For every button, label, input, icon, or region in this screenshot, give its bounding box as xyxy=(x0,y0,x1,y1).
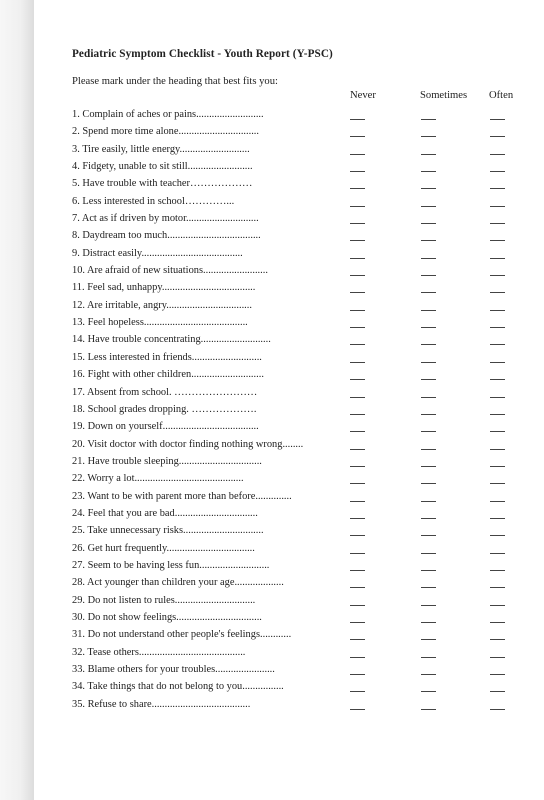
answer-blank-never[interactable] xyxy=(350,397,365,398)
answer-blank-often[interactable] xyxy=(490,397,505,398)
answer-blank-sometimes[interactable] xyxy=(421,518,436,519)
item-label: 5. Have trouble with teacher……………… xyxy=(72,178,253,190)
answer-blank-sometimes[interactable] xyxy=(421,622,436,623)
answer-blank-sometimes[interactable] xyxy=(421,275,436,276)
list-item xyxy=(72,646,532,663)
answer-blank-often[interactable] xyxy=(490,154,505,155)
answer-blank-often[interactable] xyxy=(490,691,505,692)
answer-blank-never[interactable] xyxy=(350,431,365,432)
answer-blank-often[interactable] xyxy=(490,518,505,519)
answer-blank-never[interactable] xyxy=(350,466,365,467)
answer-blank-never[interactable] xyxy=(350,709,365,710)
answer-blank-sometimes[interactable] xyxy=(421,344,436,345)
list-item xyxy=(72,108,532,125)
answer-blank-sometimes[interactable] xyxy=(421,119,436,120)
instruction-text: Please mark under the heading that best fits you: xyxy=(72,76,278,87)
list-item xyxy=(72,368,532,385)
answer-blank-sometimes[interactable] xyxy=(421,240,436,241)
answer-blank-never[interactable] xyxy=(350,275,365,276)
list-item xyxy=(72,680,532,697)
answer-blank-never[interactable] xyxy=(350,553,365,554)
list-item xyxy=(72,125,532,142)
list-item xyxy=(72,177,532,194)
answer-blank-sometimes[interactable] xyxy=(421,362,436,363)
answer-blank-never[interactable] xyxy=(350,639,365,640)
item-label: 17. Absent from school. …………………… xyxy=(72,386,258,398)
answer-blank-sometimes[interactable] xyxy=(421,674,436,675)
list-item xyxy=(72,542,532,559)
answer-blank-often[interactable] xyxy=(490,136,505,137)
column-header-never: Never xyxy=(350,90,376,101)
answer-blank-sometimes[interactable] xyxy=(421,414,436,415)
answer-blank-often[interactable] xyxy=(490,431,505,432)
answer-blank-often[interactable] xyxy=(490,240,505,241)
answer-blank-never[interactable] xyxy=(350,605,365,606)
item-label: 31. Do not understand other people's feelings............ xyxy=(72,629,292,641)
answer-blank-sometimes[interactable] xyxy=(421,570,436,571)
answer-blank-often[interactable] xyxy=(490,414,505,415)
item-label: 12. Are irritable, angry................................. xyxy=(72,299,252,311)
answer-blank-sometimes[interactable] xyxy=(421,397,436,398)
list-item xyxy=(72,351,532,368)
answer-blank-often[interactable] xyxy=(490,206,505,207)
item-label: 35. Refuse to share...................................... xyxy=(72,698,251,710)
list-item xyxy=(72,264,532,281)
answer-blank-often[interactable] xyxy=(490,223,505,224)
item-label: 34. Take things that do not belong to you................ xyxy=(72,681,284,693)
list-item xyxy=(72,247,532,264)
item-label: 25. Take unnecessary risks............................... xyxy=(72,525,264,537)
answer-blank-sometimes[interactable] xyxy=(421,709,436,710)
answer-blank-often[interactable] xyxy=(490,553,505,554)
symptom-list xyxy=(72,108,532,715)
list-item xyxy=(72,333,532,350)
answer-blank-never[interactable] xyxy=(350,518,365,519)
answer-blank-sometimes[interactable] xyxy=(421,535,436,536)
list-item xyxy=(72,663,532,680)
answer-blank-never[interactable] xyxy=(350,535,365,536)
answer-blank-sometimes[interactable] xyxy=(421,206,436,207)
answer-blank-never[interactable] xyxy=(350,292,365,293)
list-item xyxy=(72,143,532,160)
answer-blank-sometimes[interactable] xyxy=(421,587,436,588)
answer-blank-never[interactable] xyxy=(350,206,365,207)
item-label: 22. Worry a lot.......................................... xyxy=(72,473,244,485)
item-label: 8. Daydream too much.................................... xyxy=(72,230,261,242)
item-label: 2. Spend more time alone............................... xyxy=(72,126,260,138)
answer-blank-never[interactable] xyxy=(350,119,365,120)
answer-blank-sometimes[interactable] xyxy=(421,223,436,224)
item-label: 13. Feel hopeless........................................ xyxy=(72,317,248,329)
list-item xyxy=(72,386,532,403)
answer-blank-never[interactable] xyxy=(350,483,365,484)
item-label: 10. Are afraid of new situations......................... xyxy=(72,265,268,277)
answer-blank-sometimes[interactable] xyxy=(421,171,436,172)
answer-blank-often[interactable] xyxy=(490,258,505,259)
answer-blank-never[interactable] xyxy=(350,587,365,588)
answer-blank-never[interactable] xyxy=(350,657,365,658)
list-item xyxy=(72,698,532,715)
list-item xyxy=(72,559,532,576)
answer-blank-sometimes[interactable] xyxy=(421,466,436,467)
answer-blank-sometimes[interactable] xyxy=(421,605,436,606)
answer-blank-often[interactable] xyxy=(490,362,505,363)
answer-blank-often[interactable] xyxy=(490,275,505,276)
answer-blank-often[interactable] xyxy=(490,119,505,120)
item-label: 3. Tire easily, little energy........................... xyxy=(72,143,250,155)
answer-blank-sometimes[interactable] xyxy=(421,639,436,640)
list-item xyxy=(72,507,532,524)
answer-blank-often[interactable] xyxy=(490,639,505,640)
answer-blank-often[interactable] xyxy=(490,587,505,588)
list-item xyxy=(72,455,532,472)
answer-blank-never[interactable] xyxy=(350,154,365,155)
answer-blank-never[interactable] xyxy=(350,171,365,172)
answer-blank-sometimes[interactable] xyxy=(421,188,436,189)
answer-blank-never[interactable] xyxy=(350,310,365,311)
list-item xyxy=(72,628,532,645)
item-label: 32. Tease others......................................... xyxy=(72,646,246,658)
answer-blank-never[interactable] xyxy=(350,240,365,241)
list-item xyxy=(72,576,532,593)
answer-blank-sometimes[interactable] xyxy=(421,691,436,692)
item-label: 27. Seem to be having less fun........................... xyxy=(72,559,270,571)
answer-blank-often[interactable] xyxy=(490,344,505,345)
answer-blank-sometimes[interactable] xyxy=(421,258,436,259)
list-item xyxy=(72,316,532,333)
answer-blank-never[interactable] xyxy=(350,501,365,502)
list-item xyxy=(72,403,532,420)
answer-blank-often[interactable] xyxy=(490,674,505,675)
answer-blank-never[interactable] xyxy=(350,258,365,259)
answer-blank-often[interactable] xyxy=(490,570,505,571)
answer-blank-often[interactable] xyxy=(490,622,505,623)
answer-blank-often[interactable] xyxy=(490,605,505,606)
answer-blank-never[interactable] xyxy=(350,379,365,380)
item-label: 30. Do not show feelings................................. xyxy=(72,611,262,623)
item-label: 7. Act as if driven by motor............................ xyxy=(72,213,259,225)
list-item xyxy=(72,299,532,316)
list-item xyxy=(72,212,532,229)
answer-blank-never[interactable] xyxy=(350,327,365,328)
item-label: 4. Fidgety, unable to sit still......................... xyxy=(72,161,253,173)
answer-blank-never[interactable] xyxy=(350,622,365,623)
list-item xyxy=(72,420,532,437)
item-label: 18. School grades dropping. ………………. xyxy=(72,403,257,415)
answer-blank-never[interactable] xyxy=(350,570,365,571)
page-edge-shadow xyxy=(0,0,34,800)
answer-blank-often[interactable] xyxy=(490,171,505,172)
list-item xyxy=(72,229,532,246)
answer-blank-often[interactable] xyxy=(490,483,505,484)
answer-blank-often[interactable] xyxy=(490,535,505,536)
list-item xyxy=(72,611,532,628)
answer-blank-sometimes[interactable] xyxy=(421,310,436,311)
column-header-sometimes: Sometimes xyxy=(420,90,468,101)
page-title: Pediatric Symptom Checklist - Youth Report (Y-PSC) xyxy=(72,48,333,60)
answer-blank-sometimes[interactable] xyxy=(421,553,436,554)
list-item xyxy=(72,472,532,489)
answer-blank-often[interactable] xyxy=(490,327,505,328)
item-label: 26. Get hurt frequently.................................. xyxy=(72,542,255,554)
answer-blank-never[interactable] xyxy=(350,449,365,450)
item-label: 15. Less interested in friends........................... xyxy=(72,351,262,363)
item-label: 23. Want to be with parent more than before.............. xyxy=(72,490,292,502)
answer-blank-never[interactable] xyxy=(350,674,365,675)
item-label: 11. Feel sad, unhappy.................................... xyxy=(72,282,256,294)
item-label: 28. Act younger than children your age................... xyxy=(72,577,284,589)
list-item xyxy=(72,594,532,611)
answer-blank-never[interactable] xyxy=(350,223,365,224)
item-label: 33. Blame others for your troubles....................... xyxy=(72,664,275,675)
item-label: 19. Down on yourself..................................... xyxy=(72,421,259,433)
list-item xyxy=(72,160,532,177)
item-label: 20. Visit doctor with doctor finding nothing wrong........ xyxy=(72,438,304,450)
answer-blank-sometimes[interactable] xyxy=(421,483,436,484)
answer-blank-often[interactable] xyxy=(490,449,505,450)
answer-blank-often[interactable] xyxy=(490,188,505,189)
answer-blank-sometimes[interactable] xyxy=(421,154,436,155)
item-label: 16. Fight with other children............................ xyxy=(72,369,264,381)
answer-blank-often[interactable] xyxy=(490,657,505,658)
item-label: 1. Complain of aches or pains.......................... xyxy=(72,109,264,120)
answer-blank-often[interactable] xyxy=(490,379,505,380)
answer-blank-often[interactable] xyxy=(490,292,505,293)
answer-blank-sometimes[interactable] xyxy=(421,136,436,137)
answer-blank-sometimes[interactable] xyxy=(421,501,436,502)
answer-blank-never[interactable] xyxy=(350,188,365,189)
list-item xyxy=(72,281,532,298)
item-label: 29. Do not listen to rules............................... xyxy=(72,594,256,606)
answer-blank-sometimes[interactable] xyxy=(421,292,436,293)
list-item xyxy=(72,438,532,455)
answer-blank-sometimes[interactable] xyxy=(421,657,436,658)
answer-blank-often[interactable] xyxy=(490,709,505,710)
answer-blank-sometimes[interactable] xyxy=(421,379,436,380)
answer-blank-never[interactable] xyxy=(350,691,365,692)
item-label: 6. Less interested in school…………... xyxy=(72,195,235,207)
answer-blank-sometimes[interactable] xyxy=(421,431,436,432)
answer-blank-never[interactable] xyxy=(350,136,365,137)
item-label: 14. Have trouble concentrating........................... xyxy=(72,334,271,346)
answer-blank-never[interactable] xyxy=(350,414,365,415)
answer-blank-sometimes[interactable] xyxy=(421,327,436,328)
answer-blank-never[interactable] xyxy=(350,344,365,345)
list-item xyxy=(72,490,532,507)
item-label: 21. Have trouble sleeping................................ xyxy=(72,455,262,467)
answer-blank-often[interactable] xyxy=(490,310,505,311)
answer-blank-often[interactable] xyxy=(490,466,505,467)
answer-blank-never[interactable] xyxy=(350,362,365,363)
answer-blank-often[interactable] xyxy=(490,501,505,502)
answer-blank-sometimes[interactable] xyxy=(421,449,436,450)
list-item xyxy=(72,195,532,212)
item-label: 9. Distract easily....................................... xyxy=(72,247,243,259)
column-header-often: Often xyxy=(489,90,514,101)
list-item xyxy=(72,524,532,541)
item-label: 24. Feel that you are bad................................ xyxy=(72,507,258,519)
